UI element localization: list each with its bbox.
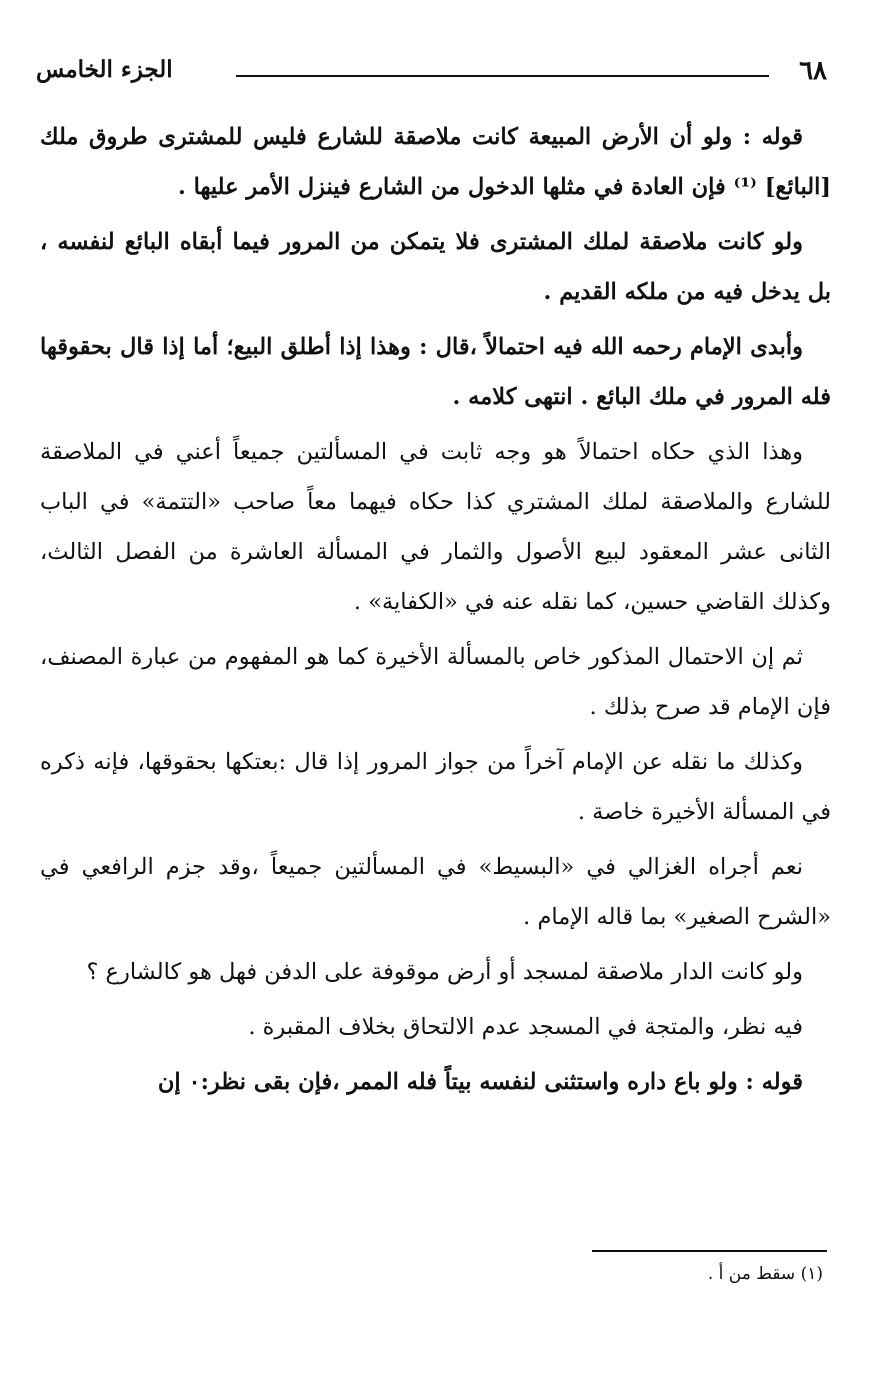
paragraph-7: نعم أجراه الغزالي في «البسيط» في المسألتين جميعاً ،وقد جزم الرافعي في «الشرح الصغير» بما قاله الإمام . bbox=[40, 854, 831, 930]
paragraph-5: ثم إن الاحتمال المذكور خاص بالمسألة الأخيرة كما هو المفهوم من عبارة المصنف، فإن الإمام قد صرح بذلك . bbox=[40, 644, 831, 720]
paragraph-8: ولو كانت الدار ملاصقة لمسجد أو أرض موقوفة على الدفن فهل هو كالشارع ؟ bbox=[86, 959, 803, 985]
footnote: (١) سقط من أ . bbox=[707, 1264, 823, 1284]
paragraph-1: قوله : ولو أن الأرض المبيعة كانت ملاصقة للشارع فليس للمشترى طروق ملك [البائع] ⁽¹⁾ فإن العادة في مثلها الدخول من الشارع فينزل الأمر عليها . bbox=[40, 124, 831, 200]
footnote-rule bbox=[592, 1250, 827, 1252]
paragraph-9: فيه نظر، والمتجة في المسجد عدم الالتحاق بخلاف المقبرة . bbox=[248, 1014, 803, 1040]
paragraph-3: وأبدى الإمام رحمه الله فيه احتمالاً ،قال : وهذا إذا أطلق البيع؛ أما إذا قال بحقوقها فله المرور في ملك البائع . انتهى كلامه . bbox=[40, 334, 831, 410]
page-body bbox=[40, 112, 831, 1112]
header-rule bbox=[236, 75, 769, 77]
page-number: ٦٨ bbox=[799, 56, 827, 86]
paragraph-6: وكذلك ما نقله عن الإمام آخراً من جواز المرور إذا قال :بعتكها بحقوقها، فإنه ذكره في المسألة الأخيرة خاصة . bbox=[40, 749, 831, 825]
page-header bbox=[36, 56, 827, 96]
paragraph-4: وهذا الذي حكاه احتمالاً هو وجه ثابت في المسألتين جميعاً أعني في الملاصقة للشارع والملاصقة لملك المشتري كذا حكاه فيهما معاً صاحب «التتمة» في الباب الثانى عشر المعقود لبيع الأصول والثمار في المسألة العاشرة من الفصل الثالث، وكذلك القاضي حسين، كما نقله عنه في «الكفاية» . bbox=[40, 439, 831, 615]
paragraph-10: قوله : ولو باع داره واستثنى لنفسه بيتاً فله الممر ،فإن بقى نظر:٠ إن bbox=[157, 1069, 803, 1095]
running-title: الجزء الخامس bbox=[36, 56, 173, 83]
paragraph-2: ولو كانت ملاصقة لملك المشترى فلا يتمكن من المرور فيما أبقاه البائع لنفسه ، بل يدخل فيه من ملكه القديم . bbox=[40, 229, 831, 305]
